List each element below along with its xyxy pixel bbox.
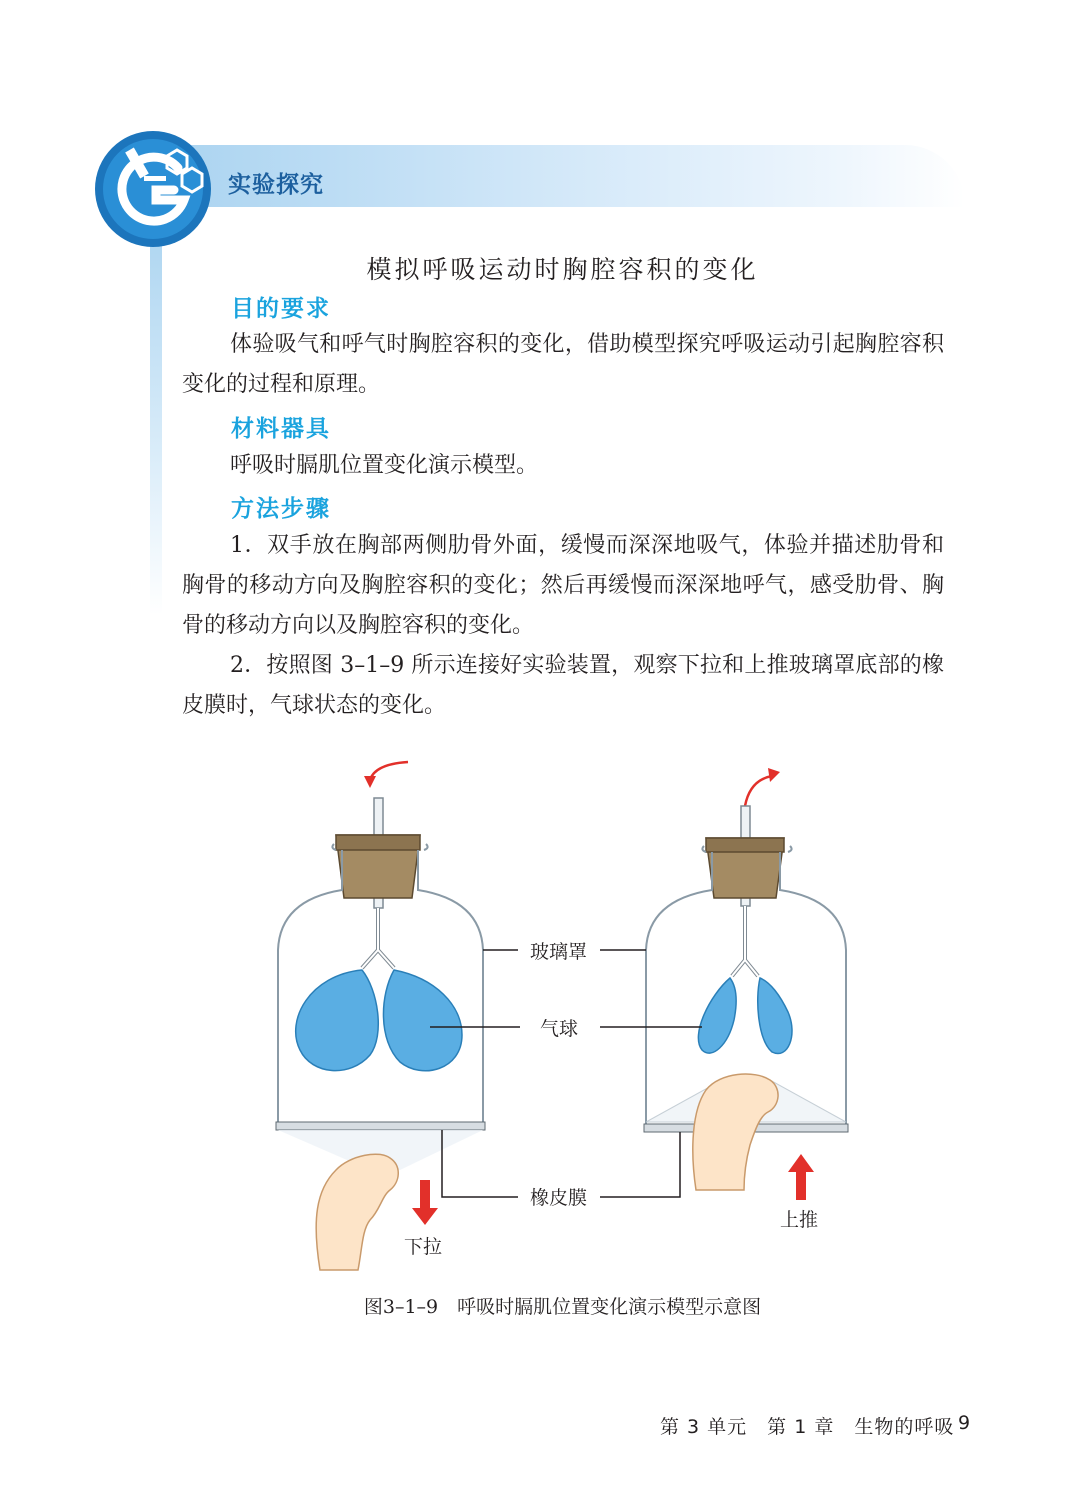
label-balloon: 气球: [540, 1018, 579, 1040]
figure-caption: 图3–1–9 呼吸时膈肌位置变化演示模型示意图: [363, 1296, 762, 1318]
left-jar-model: [276, 762, 485, 1270]
purpose-heading: 目的要求: [231, 296, 331, 322]
page-number: 9: [958, 1412, 971, 1434]
materials-text: 呼吸时膈肌位置变化演示模型。: [230, 453, 539, 478]
method-step-2: 2．按照图 3–1–9 所示连接好实验装置，观察下拉和上推玻璃罩底部的橡皮膜时，气球状态的变化。: [182, 653, 944, 718]
left-balloon-a: [296, 970, 379, 1071]
label-pull-down: 下拉: [404, 1236, 443, 1258]
materials-heading: 材料器具: [231, 416, 331, 442]
label-push-up: 上推: [780, 1209, 819, 1231]
right-balloon-b: [758, 978, 792, 1054]
section-label: 实验探究: [228, 172, 324, 198]
left-balloon-b: [383, 970, 462, 1071]
footer-chapter: 第 3 单元 第 1 章 生物的呼吸: [660, 1416, 955, 1438]
method-step-1: 1．双手放在胸部两侧肋骨外面，缓慢而深深地吸气，体验并描述肋骨和胸骨的移动方向及胸腔容积的变化；然后再缓慢而深深地呼气，感受肋骨、胸骨的移动方向以及胸腔容积的变化。: [182, 533, 944, 638]
purpose-text: 体验吸气和呼气时胸腔容积的变化，借助模型探究呼吸运动引起胸腔容积变化的过程和原理。: [182, 332, 944, 397]
right-jar-model: [644, 768, 848, 1200]
experiment-title: 模拟呼吸运动时胸腔容积的变化: [366, 255, 759, 284]
label-jar: 玻璃罩: [530, 941, 588, 963]
right-balloon-a: [698, 978, 736, 1053]
methods-heading: 方法步骤: [231, 496, 331, 522]
left-hand: [316, 1154, 398, 1270]
label-membrane: 橡皮膜: [530, 1187, 588, 1209]
microscope-molecule-icon: [92, 128, 214, 250]
